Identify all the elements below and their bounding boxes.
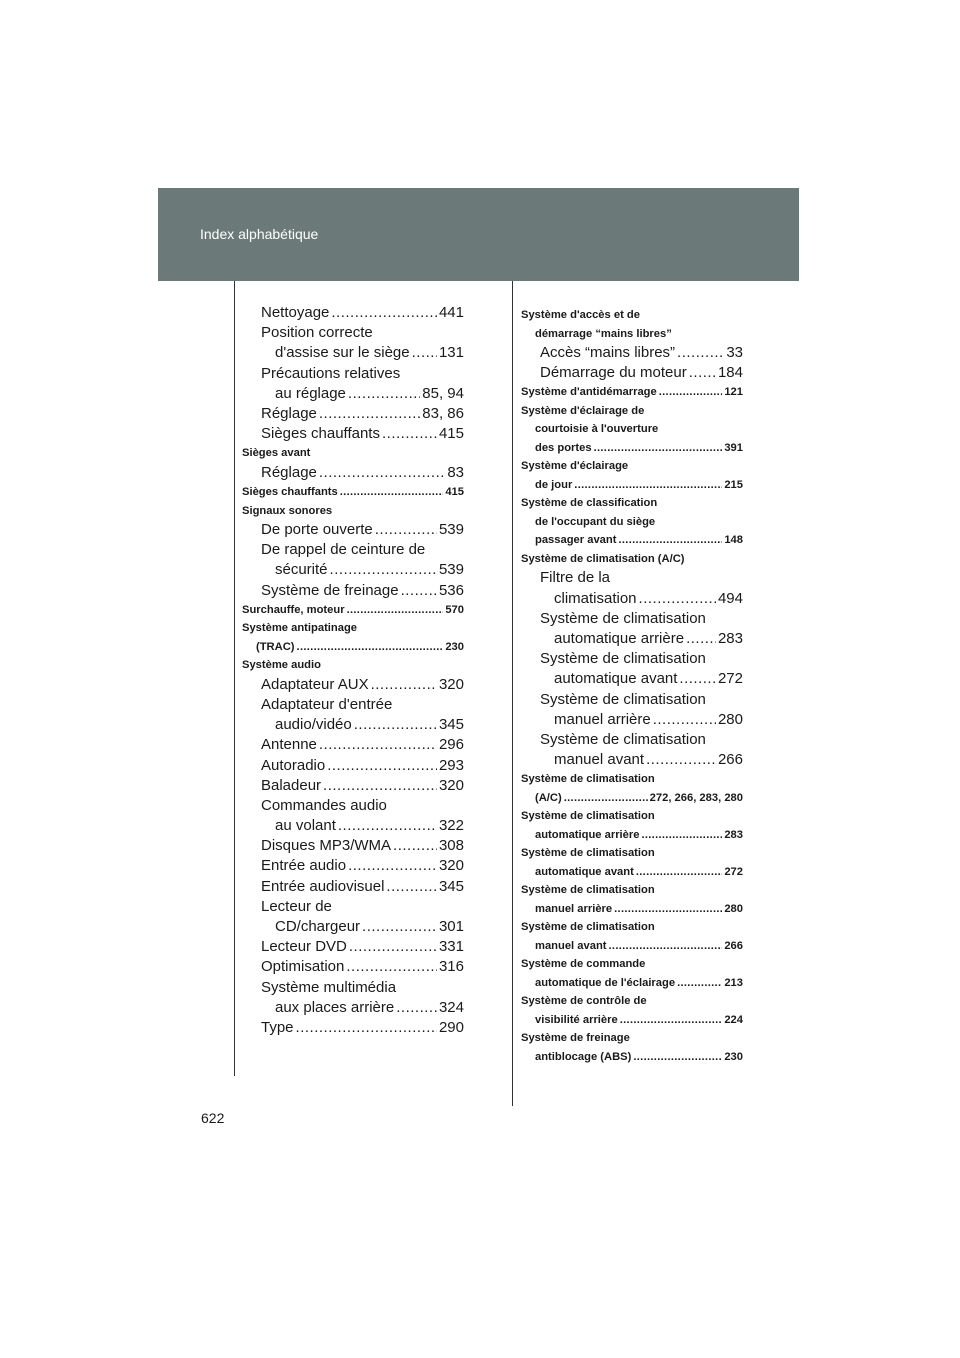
entry-label: automatique de l'éclairage (535, 976, 676, 989)
index-subentry (242, 735, 464, 755)
entry-page-ref: 266 (724, 939, 743, 952)
entry-label: Sièges chauffants (261, 425, 380, 443)
index-subentry (242, 695, 464, 715)
index-subentry (242, 776, 464, 796)
index-subentry (521, 730, 743, 750)
dot-leader (348, 384, 420, 404)
entry-label: Système de freinage (521, 1032, 630, 1045)
entry-page-ref: 539 (438, 521, 464, 538)
dot-leader (646, 750, 716, 770)
entry-page-ref: 272 (717, 670, 743, 688)
entry-label: Système de climatisation (521, 810, 655, 823)
dot-leader (639, 589, 716, 609)
dot-leader (330, 560, 437, 580)
dot-leader (319, 735, 437, 755)
entry-page-ref: 230 (724, 1050, 743, 1063)
index-entry (242, 638, 464, 657)
dot-leader (340, 483, 444, 502)
entry-page-ref: 322 (438, 817, 464, 835)
entry-label: Réglage (261, 463, 317, 481)
entry-page-ref: 308 (438, 837, 464, 855)
index-entry (521, 900, 743, 919)
entry-label: Filtre de la (540, 569, 611, 587)
entry-page-ref: 345 (438, 716, 464, 734)
index-entry (242, 656, 464, 675)
entry-page-ref: 213 (724, 976, 743, 989)
entry-page-ref: 570 (445, 603, 464, 616)
dot-leader (679, 669, 716, 689)
entry-label: manuel avant (554, 751, 645, 769)
index-column-right (521, 306, 743, 1066)
dot-leader (401, 581, 437, 601)
index-entry (242, 483, 464, 502)
entry-page-ref: 83 (447, 463, 464, 481)
entry-label: Système de freinage (261, 581, 399, 599)
page-number: 622 (201, 1110, 225, 1126)
index-entry (521, 306, 743, 325)
entry-label: Type (261, 1018, 294, 1036)
index-subentry (242, 856, 464, 876)
index-subentry (521, 343, 743, 363)
entry-label: Système d'accès et de (521, 309, 640, 321)
index-subentry (521, 629, 743, 649)
entry-page-ref: 85, 94 (422, 384, 464, 402)
entry-label: Antenne (261, 736, 317, 754)
dot-leader (347, 601, 444, 620)
index-subentry (242, 675, 464, 695)
entry-page-ref: 316 (438, 958, 464, 976)
index-subentry (521, 363, 743, 383)
index-subentry (521, 750, 743, 770)
entry-page-ref: 33 (726, 344, 743, 361)
dot-leader (620, 1011, 723, 1030)
entry-page-ref: 224 (724, 1013, 743, 1026)
entry-label: manuel arrière (554, 710, 651, 728)
index-entry (521, 531, 743, 550)
entry-label: sécurité (275, 561, 328, 579)
entry-page-ref: 148 (724, 534, 743, 547)
dot-leader (614, 900, 722, 919)
index-subentry (242, 937, 464, 957)
index-subentry (242, 1018, 464, 1038)
index-subentry (521, 609, 743, 629)
dot-leader (296, 1018, 437, 1038)
entry-page-ref: 290 (438, 1018, 464, 1036)
entry-label: Système de contrôle de (521, 995, 647, 1008)
entry-label: Réglage (261, 404, 317, 422)
entry-label: automatique arrière (535, 828, 640, 841)
entry-label: Système de climatisation (521, 773, 655, 786)
entry-label: Entrée audiovisuel (261, 877, 385, 895)
entry-label: Surchauffe, moteur (242, 603, 345, 616)
dot-leader (386, 877, 437, 897)
index-subentry (242, 715, 464, 735)
index-subentry (242, 897, 464, 917)
entry-label: Entrée audio (261, 857, 347, 875)
entry-page-ref: 296 (438, 736, 464, 754)
dot-leader (349, 937, 437, 957)
index-subentry (242, 998, 464, 1018)
entry-label: Système d'éclairage de (521, 404, 645, 417)
entry-label: Système de climatisation (521, 921, 655, 934)
entry-label: Précautions relatives (261, 364, 401, 382)
entry-label: automatique arrière (554, 629, 685, 647)
index-subentry (242, 560, 464, 580)
index-entry (521, 402, 743, 421)
entry-page-ref: 230 (445, 640, 464, 653)
index-entry (242, 444, 464, 463)
index-subentry (242, 343, 464, 363)
column-divider-left (234, 281, 235, 1076)
dot-leader (354, 715, 437, 735)
entry-label: manuel avant (535, 939, 607, 952)
index-subentry (521, 710, 743, 730)
section-title: Index alphabétique (200, 226, 319, 242)
index-column-left (242, 303, 464, 1038)
entry-label: au réglage (275, 384, 346, 402)
index-entry (521, 844, 743, 863)
entry-label: CD/chargeur (275, 918, 361, 935)
index-entry (521, 550, 743, 569)
entry-label: Disques MP3/WMA (261, 837, 392, 855)
index-subentry (242, 836, 464, 856)
entry-page-ref: 415 (445, 486, 464, 498)
index-entry (521, 1048, 743, 1067)
entry-label: automatique avant (535, 865, 634, 878)
entry-label: Autoradio (261, 756, 326, 774)
entry-label: Lecteur de (261, 897, 332, 915)
entry-label: Système audio (242, 659, 321, 672)
entry-label: courtoisie à l'ouverture (535, 423, 659, 436)
entry-page-ref: 266 (717, 751, 743, 769)
entry-page-ref: 280 (717, 710, 743, 728)
index-entry (242, 502, 464, 521)
dot-leader (362, 917, 437, 937)
index-entry (521, 918, 743, 937)
entry-label: Système d'antidémarrage (521, 386, 657, 399)
index-entry (521, 457, 743, 476)
entry-page-ref: 272 (724, 865, 743, 878)
index-subentry (242, 978, 464, 998)
entry-label: automatique avant (554, 670, 678, 688)
dot-leader (348, 856, 437, 876)
entry-page-ref: 320 (438, 857, 464, 875)
index-subentry (242, 404, 464, 424)
entry-page-ref: 131 (438, 344, 464, 362)
index-subentry (242, 957, 464, 977)
entry-label: De porte ouverte (261, 521, 373, 538)
dot-leader (564, 789, 648, 808)
entry-label: Commandes audio (261, 796, 387, 814)
dot-leader (659, 383, 723, 402)
index-entry (521, 420, 743, 439)
index-entry (521, 513, 743, 532)
entry-page-ref: 391 (724, 441, 743, 454)
entry-label: Système de climatisation (540, 690, 706, 708)
index-entry (521, 881, 743, 900)
index-subentry (521, 669, 743, 689)
dot-leader (331, 303, 437, 323)
dot-leader (393, 836, 437, 856)
entry-label: Système de climatisation (A/C) (521, 552, 685, 565)
entry-page-ref: 83, 86 (422, 404, 464, 422)
entry-label: aux places arrière (275, 998, 395, 1016)
index-entry (521, 937, 743, 956)
index-entry (521, 974, 743, 993)
entry-page-ref: 280 (724, 902, 743, 915)
index-entry (521, 1029, 743, 1048)
dot-leader (677, 343, 724, 363)
index-entry (521, 863, 743, 882)
entry-label: Nettoyage (261, 304, 330, 321)
index-entry (242, 601, 464, 620)
entry-label: Adaptateur AUX (261, 675, 369, 693)
dot-leader (319, 463, 445, 483)
index-entry (521, 1011, 743, 1030)
entry-label: Système de climatisation (540, 730, 706, 748)
entry-label: Système antipatinage (242, 622, 358, 635)
index-subentry (242, 877, 464, 897)
dot-leader (689, 363, 716, 383)
entry-page-ref: 320 (438, 776, 464, 794)
index-subentry (242, 581, 464, 601)
entry-page-ref: 324 (438, 998, 464, 1016)
dot-leader (297, 638, 444, 657)
dot-leader (346, 957, 437, 977)
dot-leader (653, 710, 716, 730)
entry-label: audio/vidéo (275, 716, 352, 734)
index-subentry (242, 364, 464, 384)
dot-leader (609, 937, 723, 956)
entry-label: Adaptateur d'entrée (261, 695, 393, 713)
dot-leader (323, 776, 437, 796)
entry-page-ref: 121 (724, 386, 743, 399)
index-entry (521, 992, 743, 1011)
dot-leader (412, 343, 437, 363)
entry-label: Accès “mains libres” (540, 344, 676, 361)
entry-label: (A/C) (535, 791, 562, 804)
entry-label: climatisation (554, 589, 637, 607)
index-subentry (242, 816, 464, 836)
index-subentry (521, 589, 743, 609)
index-entry (521, 826, 743, 845)
index-subentry (242, 520, 464, 540)
dot-leader (686, 629, 716, 649)
dot-leader (382, 424, 437, 444)
entry-page-ref: 345 (438, 877, 464, 895)
index-entry (521, 476, 743, 495)
entry-label: Signaux sonores (242, 504, 333, 517)
index-entry (521, 807, 743, 826)
entry-label: Sièges avant (242, 447, 311, 460)
entry-page-ref: 215 (724, 478, 743, 491)
entry-label: de jour (535, 478, 573, 491)
index-subentry (242, 424, 464, 444)
entry-label: Système de climatisation (540, 609, 706, 627)
entry-page-ref: 184 (717, 364, 743, 382)
dot-leader (319, 404, 420, 424)
entry-label: Baladeur (261, 776, 322, 794)
entry-label: Système d'éclairage (521, 460, 629, 473)
entry-label: manuel arrière (535, 902, 613, 915)
dot-leader (677, 974, 722, 993)
index-subentry (242, 323, 464, 343)
entry-label: des portes (535, 441, 592, 454)
index-subentry (242, 540, 464, 560)
entry-label: Système de classification (521, 497, 658, 510)
index-entry (521, 770, 743, 789)
dot-leader (574, 476, 722, 495)
index-subentry (521, 568, 743, 588)
index-entry (521, 325, 743, 344)
entry-page-ref: 415 (438, 425, 464, 443)
entry-label: démarrage “mains libres” (535, 327, 672, 340)
index-subentry (242, 917, 464, 937)
index-subentry (242, 463, 464, 483)
dot-leader (371, 675, 437, 695)
entry-label: Système de commande (521, 958, 646, 971)
entry-label: de l'occupant du siège (535, 515, 656, 528)
entry-page-ref: 320 (438, 675, 464, 693)
entry-label: (TRAC) (256, 640, 295, 653)
entry-page-ref: 536 (438, 581, 464, 599)
dot-leader (641, 826, 722, 845)
dot-leader (375, 520, 437, 540)
index-subentry (521, 649, 743, 669)
entry-label: d'assise sur le siège (275, 344, 410, 362)
index-entry (521, 494, 743, 513)
dot-leader (594, 439, 723, 458)
entry-page-ref: 539 (438, 561, 464, 579)
entry-page-ref: 441 (438, 304, 464, 321)
dot-leader (338, 816, 437, 836)
entry-label: Lecteur DVD (261, 938, 347, 956)
index-subentry (242, 796, 464, 816)
entry-page-ref: 283 (724, 828, 743, 841)
index-subentry (242, 384, 464, 404)
dot-leader (327, 756, 437, 776)
entry-label: De rappel de ceinture de (261, 541, 426, 559)
entry-page-ref: 272, 266, 283, 280 (649, 791, 743, 804)
entry-label: Position correcte (261, 324, 373, 342)
index-subentry (242, 303, 464, 323)
entry-label: passager avant (535, 534, 617, 547)
index-subentry (521, 690, 743, 710)
entry-label: au volant (275, 817, 336, 835)
entry-label: Démarrage du moteur (540, 364, 687, 382)
entry-label: visibilité arrière (535, 1013, 618, 1026)
entry-label: antiblocage (ABS) (535, 1050, 632, 1063)
entry-page-ref: 301 (438, 918, 464, 935)
index-entry (521, 789, 743, 808)
index-entry (242, 619, 464, 638)
entry-label: Sièges chauffants (242, 486, 338, 498)
entry-label: Système multimédia (261, 978, 397, 996)
index-entry (521, 439, 743, 458)
entry-page-ref: 331 (438, 938, 464, 956)
dot-leader (633, 1048, 722, 1067)
entry-label: Système de climatisation (521, 847, 655, 860)
index-entry (521, 955, 743, 974)
entry-label: Optimisation (261, 958, 345, 976)
entry-page-ref: 293 (438, 756, 464, 774)
entry-page-ref: 283 (717, 629, 743, 647)
index-entry (521, 383, 743, 402)
entry-label: Système de climatisation (521, 884, 655, 897)
dot-leader (396, 998, 437, 1018)
dot-leader (618, 531, 722, 550)
column-divider-right (512, 281, 513, 1106)
index-subentry (242, 756, 464, 776)
dot-leader (636, 863, 722, 882)
entry-label: Système de climatisation (540, 650, 706, 668)
entry-page-ref: 494 (717, 589, 743, 607)
